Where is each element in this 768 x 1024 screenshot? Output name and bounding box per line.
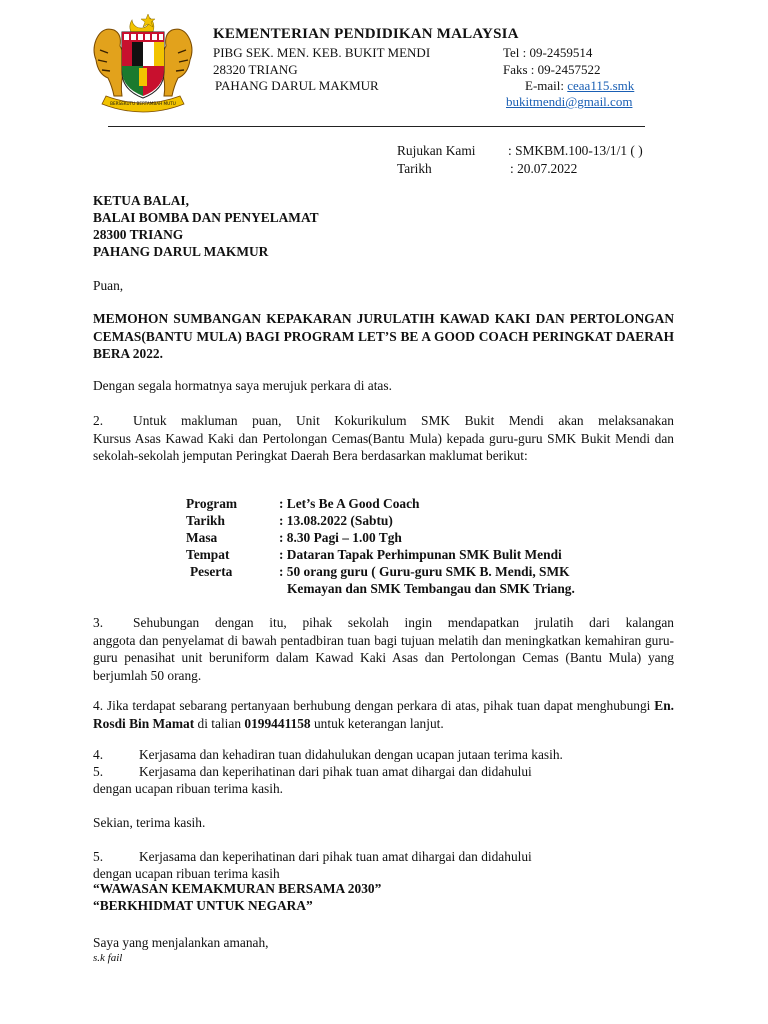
email-label: E-mail: (525, 78, 564, 93)
closing-item-4-number: 4. (93, 747, 104, 762)
rujukan-label: Rujukan Kami (397, 143, 476, 158)
detail-label-tarikh: Tarikh (186, 513, 225, 528)
detail-value-program: : Let’s Be A Good Coach (279, 496, 420, 511)
paragraph-3 (93, 614, 674, 684)
para3-first-line: Sehubungan dengan itu, pihak sekolah ingin mendapatkan jrulatih dari kalangan (133, 615, 674, 630)
header-divider (108, 126, 645, 127)
crest-ribbon-text: BERSEKUTU BERTAMBAH MUTU (110, 101, 176, 106)
ministry-title: KEMENTERIAN PENDIDIKAN MALAYSIA (213, 26, 519, 42)
para3-body: anggota dan penyelamat di bawah pentadbiran tuan bagi tujuan melatih dan meningkatkan kemahiran guru-guru penasihat unit beruniform dalam Kawad Kaki Asas dan Pertolongan Cemas (Bantu Mula) yang berjumlah 50 orang. (93, 632, 674, 683)
paragraph-2 (93, 412, 674, 465)
contact-phone: 0199441158 (244, 715, 311, 731)
detail-label-program: Program (186, 496, 238, 511)
malaysia-coat-of-arms (88, 10, 198, 114)
para3-number: 3. (93, 615, 104, 630)
opening-line: Dengan segala hormatnya saya merujuk perkara di atas. (93, 378, 392, 393)
tarikh-label: Tarikh (397, 161, 432, 176)
tarikh-value: : 20.07.2022 (510, 161, 578, 176)
detail-value-peserta: : 50 orang guru ( Guru-guru SMK B. Mendi, SMK (279, 564, 570, 579)
salutation: Puan, (93, 278, 124, 293)
tel-number: Tel : 09-2459514 (503, 45, 593, 60)
email-line (525, 78, 634, 94)
detail-value-masa: : 8.30 Pagi – 1.00 Tgh (279, 530, 402, 545)
recipient-line-1: KETUA BALAI, (93, 193, 189, 208)
slogan-wawasan: “WAWASAN KEMAKMURAN BERSAMA 2030” (93, 881, 382, 896)
para4-text-before: 4. Jika terdapat sebarang pertanyaan berhubung dengan perkara di atas, pihak tuan dapat menghubungi (93, 698, 655, 713)
recipient-line-4: PAHANG DARUL MAKMUR (93, 244, 269, 259)
closing-continuation: dengan ucapan ribuan terima kasih. (93, 781, 283, 796)
closing-item-5-text: Kerjasama dan keperihatinan dari pihak tuan amat dihargai dan didahului (139, 764, 532, 779)
paragraph-4 (93, 697, 674, 732)
school-name: PIBG SEK. MEN. KEB. BUKIT MENDI (213, 45, 431, 60)
para2-first-line: Untuk makluman puan, Unit Kokurikulum SMK Bukit Mendi akan melaksanakan (133, 413, 674, 428)
repeat-item-text: Kerjasama dan keperihatinan dari pihak tuan amat dihargai dan didahului (139, 849, 532, 864)
rujukan-value: : SMKBM.100-13/1/1 ( ) (508, 143, 643, 158)
repeat-continuation: dengan ucapan ribuan terima kasih (93, 866, 280, 881)
contact-name: En. Rosdi Bin Mamat (93, 698, 674, 731)
school-postcode: 28320 TRIANG (213, 62, 298, 77)
detail-value-tempat: : Dataran Tapak Perhimpunan SMK Bulit Mendi (279, 547, 562, 562)
detail-label-masa: Masa (186, 530, 218, 545)
para2-number: 2. (93, 413, 104, 428)
sign-off: Saya yang menjalankan amanah, (93, 935, 269, 950)
sk-fail: s.k fail (93, 952, 123, 964)
repeat-item-number: 5. (93, 849, 104, 864)
para4-text-mid: di talian (194, 715, 245, 731)
para2-body: Kursus Asas Kawad Kaki dan Pertolongan Cemas(Bantu Mula) kepada guru-guru SMK Bukit Mendi dan sekolah-sekolah jemputan Peringkat Daerah Bera berdasarkan maklumat berikut: (93, 430, 674, 463)
detail-label-peserta: Peserta (190, 564, 233, 579)
sekian-line: Sekian, terima kasih. (93, 815, 206, 830)
email-link-part2[interactable]: bukitmendi@gmail.com (506, 94, 633, 109)
recipient-line-3: 28300 TRIANG (93, 227, 184, 242)
para4-text-after: untuk keterangan lanjut. (310, 715, 444, 731)
detail-value-tarikh: : 13.08.2022 (Sabtu) (279, 513, 393, 528)
closing-item-4-text: Kerjasama dan kehadiran tuan didahulukan dengan ucapan jutaan terima kasih. (139, 747, 563, 762)
fax-number: Faks : 09-2457522 (503, 62, 601, 77)
recipient-line-2: BALAI BOMBA DAN PENYELAMAT (93, 210, 319, 225)
detail-value-peserta-cont: Kemayan dan SMK Tembangau dan SMK Triang. (287, 581, 575, 596)
closing-item-5-number: 5. (93, 764, 104, 779)
email-link-part1[interactable]: ceaa115.smk (567, 78, 635, 93)
detail-label-tempat: Tempat (186, 547, 230, 562)
letter-subject: MEMOHON SUMBANGAN KEPAKARAN JURULATIH KAWAD KAKI DAN PERTOLONGAN CEMAS(BANTU MULA) BAGI PROGRAM LET’S BE A GOOD COACH PERINGKAT DAERAH BERA 2022. (93, 311, 674, 361)
school-state: PAHANG DARUL MAKMUR (215, 78, 379, 93)
slogan-berkhidmat: “BERKHIDMAT UNTUK NEGARA” (93, 898, 313, 913)
